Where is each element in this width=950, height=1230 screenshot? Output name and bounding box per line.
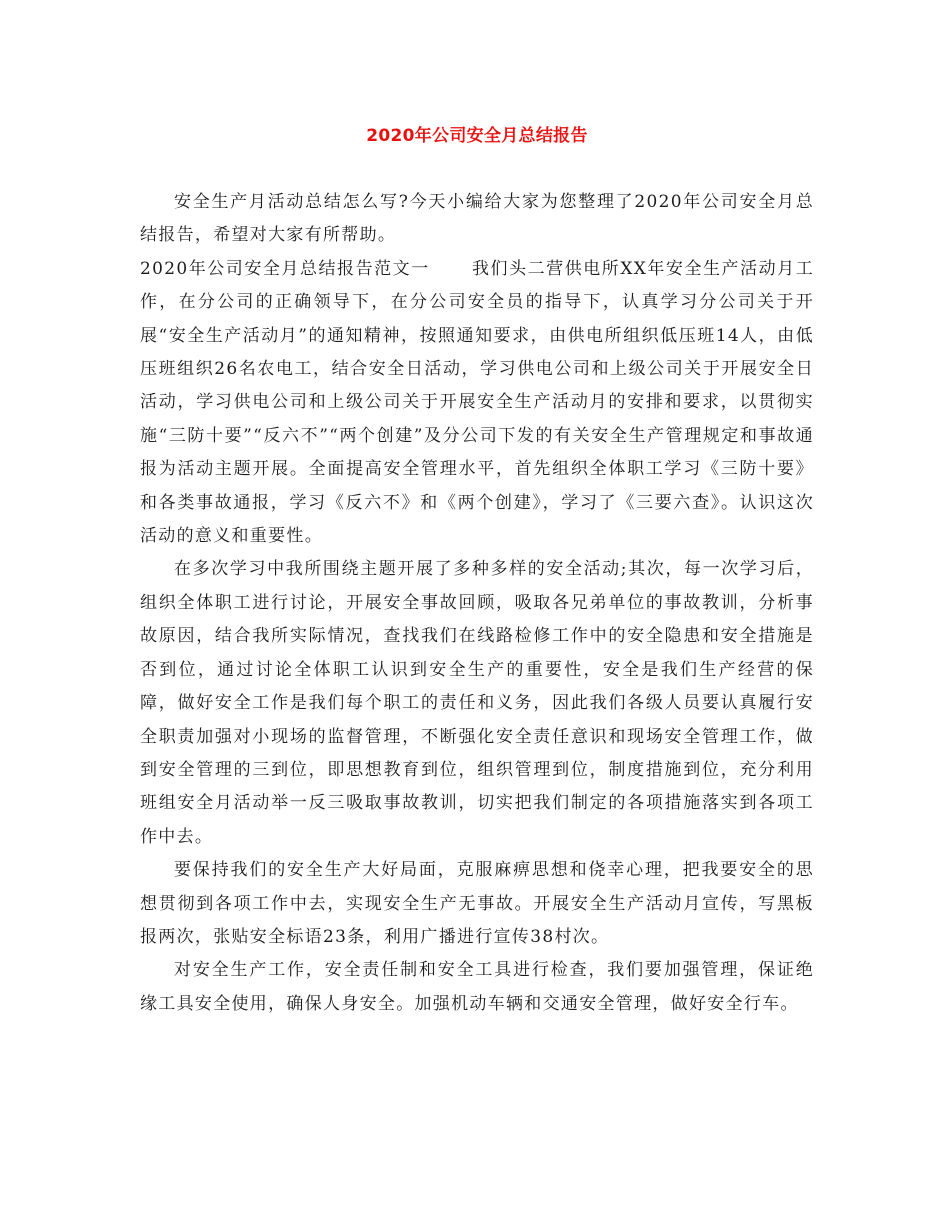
document-title: 2020年公司安全月总结报告 [366,126,588,146]
intro-paragraph: 安全生产月活动总结怎么写?今天小编给大家为您整理了2020年公司安全月总结报告，希望对大家有所帮助。 [140,192,814,246]
section-label: 2020年公司安全月总结报告范文一 [140,258,430,279]
paragraph-4: 对安全生产工作，安全责任制和安全工具进行检查，我们要加强管理，保证绝缘工具安全使用，确保人身安全。加强机动车辆和交通安全管理，做好安全行车。 [140,960,814,1014]
paragraph-2: 在多次学习中我所围绕主题开展了多种多样的安全活动;其次，每一次学习后，组织全体职工进行讨论，开展安全事故回顾，吸取各兄弟单位的事故教训，分析事故原因，结合我所实际情况，查找我们在线路检修工作中的安全隐患和安全措施是否到位，通过讨论全体职工认识到安全生产的重要性，安全是我们生产经营的保障，做好安全工作是我们每个职工的责任和义务，因此我们各级人员要认真履行安全职责加强对小现场的监督管理，不断强化安全责任意识和现场安全管理工作，做到安全管理的三到位，即思想教育到位，组织管理到位，制度措施到位，充分利用班组安全月活动举一反三吸取事故教训，切实把我们制定的各项措施落实到各项工作中去。 [140,559,814,847]
document-body [140,186,814,1021]
paragraph-1-text: 我们头二营供电所XX年安全生产活动月工作，在分公司的正确领导下，在分公司安全员的指导下，认真学习分公司关于开展“安全生产活动月”的通知精神，按照通知要求，由供电所组织低压班14人，由低压班组织26名农电工，结合安全日活动，学习供电公司和上级公司关于开展安全日活动，学习供电公司和上级公司关于开展安全生产活动月的安排和要求，以贯彻实施“三防十要”“反六不”“两个创建”及分公司下发的有关安全生产管理规定和事故通报为活动主题开展。全面提高安全管理水平，首先组织全体职工学习《三防十要》和各类事故通报，学习《反六不》和《两个创建》，学习了《三要六查》。认识这次活动的意义和重要性。 [140,258,814,547]
paragraph-3: 要保持我们的安全生产大好局面，克服麻痹思想和侥幸心理，把我要安全的思想贯彻到各项工作中去，实现安全生产无事故。开展安全生产活动月宣传，写黑板报两次，张贴安全标语23条，利用广播进行宣传38村次。 [140,860,814,947]
section-paragraph [140,253,814,554]
